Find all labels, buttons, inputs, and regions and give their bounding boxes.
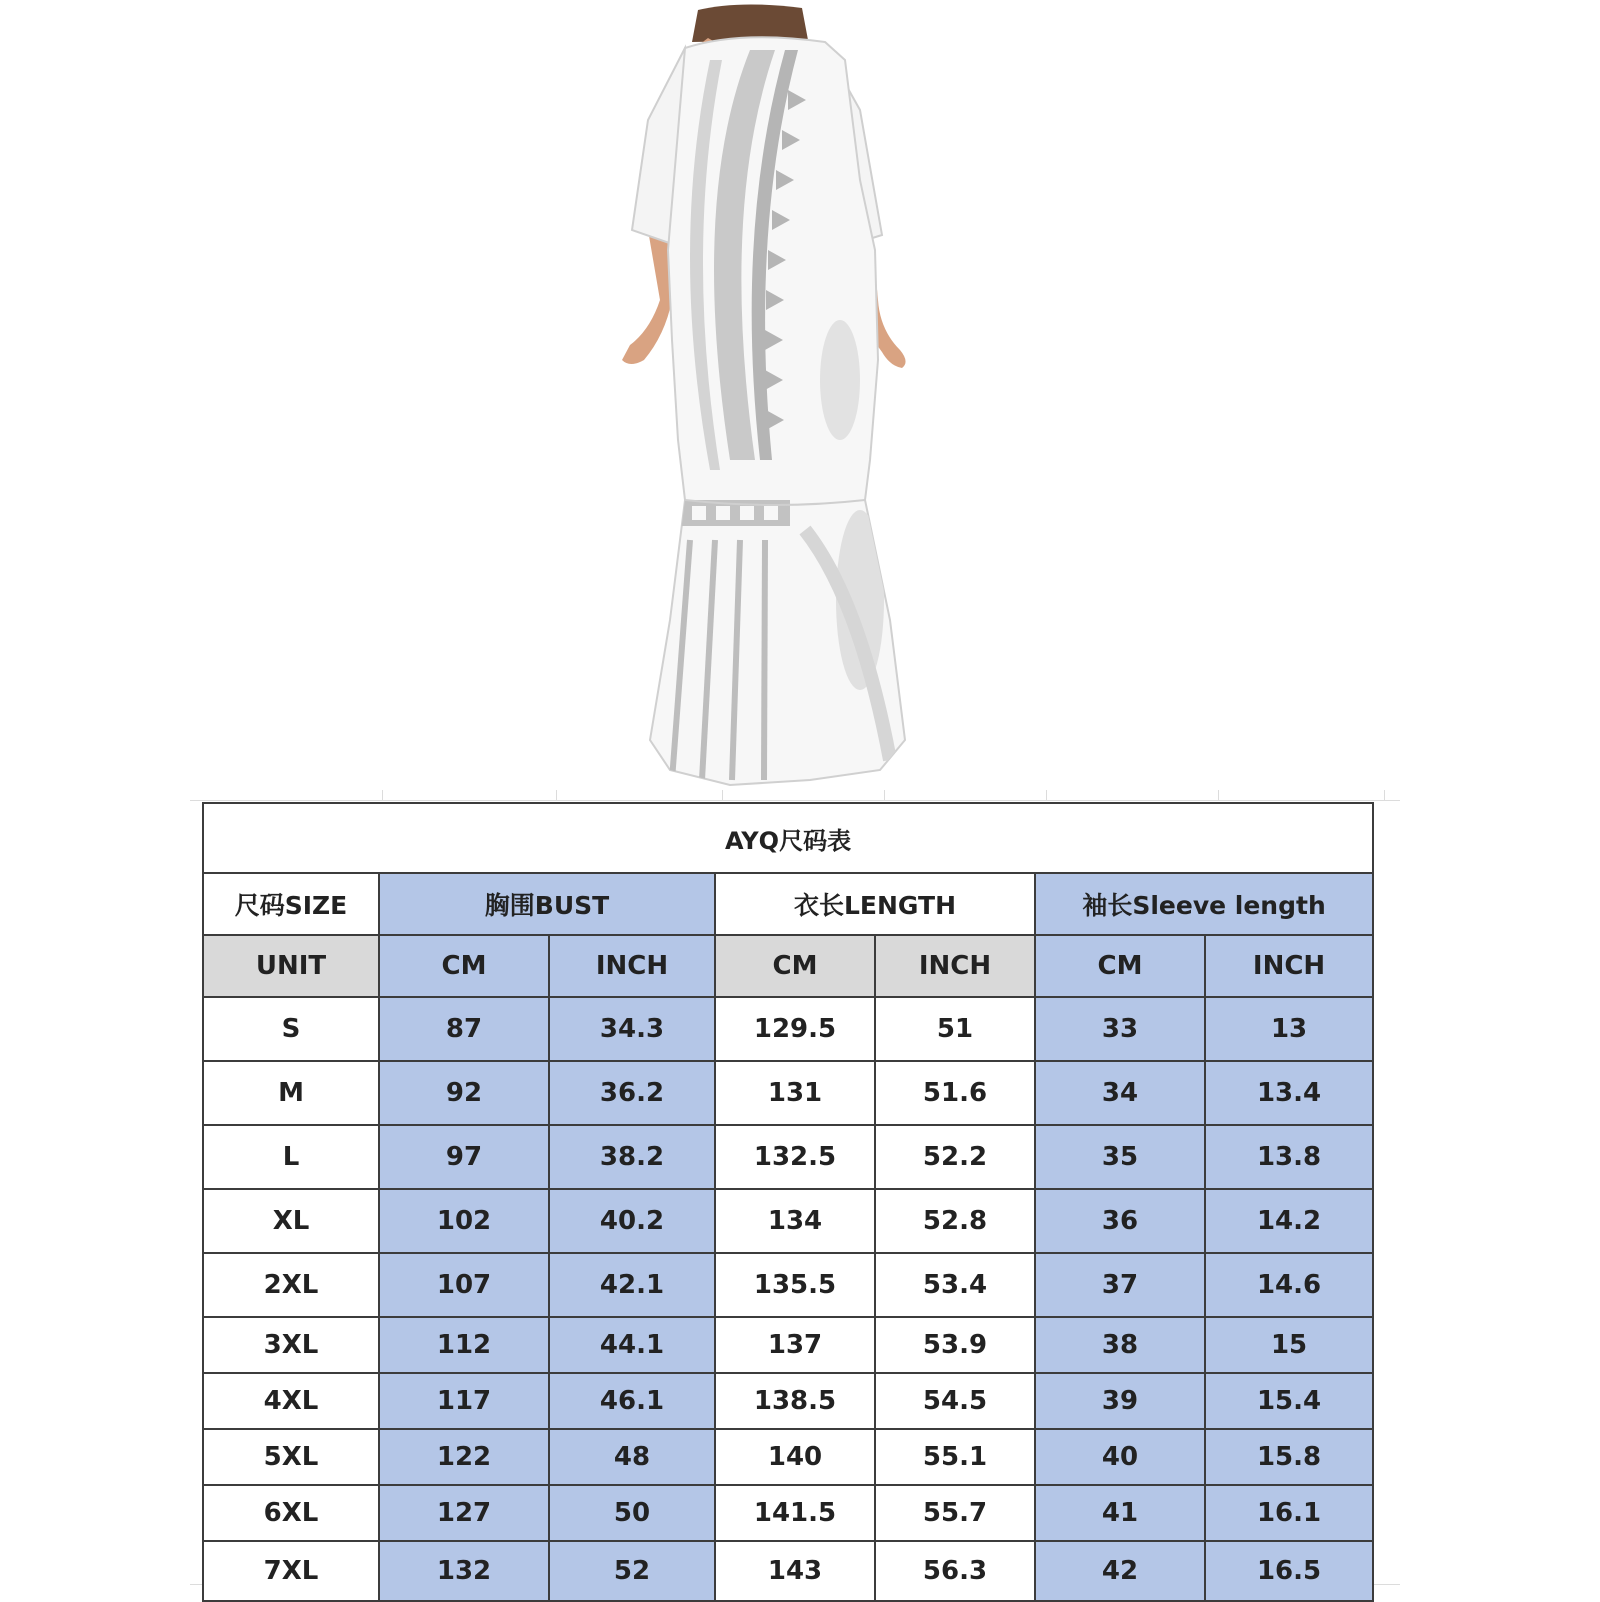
cell-length-cm: 132.5 [715, 1125, 875, 1189]
cell-length-inch: 52.2 [875, 1125, 1035, 1189]
unit-bust-inch: INCH [549, 935, 715, 997]
cell-sleeve-inch: 13 [1205, 997, 1373, 1061]
cell-bust-cm: 132 [379, 1541, 549, 1601]
cell-bust-cm: 87 [379, 997, 549, 1061]
cell-size: S [203, 997, 379, 1061]
cell-bust-cm: 122 [379, 1429, 549, 1485]
cell-length-cm: 143 [715, 1541, 875, 1601]
cell-sleeve-cm: 36 [1035, 1189, 1205, 1253]
cell-length-cm: 134 [715, 1189, 875, 1253]
cell-bust-cm: 107 [379, 1253, 549, 1317]
header-row [203, 873, 1373, 935]
cell-length-cm: 129.5 [715, 997, 875, 1061]
cell-bust-cm: 102 [379, 1189, 549, 1253]
cell-size: 6XL [203, 1485, 379, 1541]
table-title: AYQ尺码表 [203, 803, 1373, 873]
cell-bust-cm: 112 [379, 1317, 549, 1373]
cell-size: 2XL [203, 1253, 379, 1317]
cell-bust-inch: 40.2 [549, 1189, 715, 1253]
size-chart-table [202, 802, 1374, 1602]
cell-bust-inch: 36.2 [549, 1061, 715, 1125]
unit-bust-cm: CM [379, 935, 549, 997]
cell-bust-cm: 97 [379, 1125, 549, 1189]
cell-sleeve-cm: 39 [1035, 1373, 1205, 1429]
table-row [203, 1373, 1373, 1429]
cell-sleeve-cm: 42 [1035, 1541, 1205, 1601]
cell-size: XL [203, 1189, 379, 1253]
cell-length-cm: 138.5 [715, 1373, 875, 1429]
cell-size: L [203, 1125, 379, 1189]
cell-sleeve-cm: 37 [1035, 1253, 1205, 1317]
table-row [203, 1061, 1373, 1125]
cell-size: M [203, 1061, 379, 1125]
table-row [203, 1125, 1373, 1189]
cell-sleeve-cm: 35 [1035, 1125, 1205, 1189]
unit-sleeve-inch: INCH [1205, 935, 1373, 997]
header-size: 尺码SIZE [203, 873, 379, 935]
cell-sleeve-inch: 14.2 [1205, 1189, 1373, 1253]
table-row [203, 1253, 1373, 1317]
cell-length-inch: 56.3 [875, 1541, 1035, 1601]
title-row [203, 803, 1373, 873]
table-row [203, 1429, 1373, 1485]
header-length: 衣长LENGTH [715, 873, 1035, 935]
cell-sleeve-inch: 15.4 [1205, 1373, 1373, 1429]
cell-size: 7XL [203, 1541, 379, 1601]
cell-length-cm: 140 [715, 1429, 875, 1485]
cell-length-inch: 53.9 [875, 1317, 1035, 1373]
cell-length-cm: 131 [715, 1061, 875, 1125]
table-row [203, 997, 1373, 1061]
table-row [203, 1189, 1373, 1253]
cell-length-cm: 137 [715, 1317, 875, 1373]
unit-row [203, 935, 1373, 997]
cell-bust-inch: 52 [549, 1541, 715, 1601]
cell-length-cm: 135.5 [715, 1253, 875, 1317]
product-photo [560, 0, 920, 800]
unit-length-cm: CM [715, 935, 875, 997]
cell-sleeve-inch: 13.8 [1205, 1125, 1373, 1189]
cell-sleeve-cm: 34 [1035, 1061, 1205, 1125]
table-row [203, 1485, 1373, 1541]
cell-sleeve-inch: 16.5 [1205, 1541, 1373, 1601]
cell-sleeve-cm: 41 [1035, 1485, 1205, 1541]
cell-bust-inch: 44.1 [549, 1317, 715, 1373]
header-bust: 胸围BUST [379, 873, 715, 935]
cell-length-cm: 141.5 [715, 1485, 875, 1541]
cell-sleeve-inch: 16.1 [1205, 1485, 1373, 1541]
cell-size: 3XL [203, 1317, 379, 1373]
cell-length-inch: 51.6 [875, 1061, 1035, 1125]
cell-sleeve-cm: 33 [1035, 997, 1205, 1061]
cell-bust-cm: 92 [379, 1061, 549, 1125]
header-sleeve: 袖长Sleeve length [1035, 873, 1373, 935]
table-row [203, 1541, 1373, 1601]
cell-length-inch: 51 [875, 997, 1035, 1061]
cell-bust-inch: 42.1 [549, 1253, 715, 1317]
cell-bust-cm: 127 [379, 1485, 549, 1541]
cell-sleeve-cm: 40 [1035, 1429, 1205, 1485]
cell-length-inch: 52.8 [875, 1189, 1035, 1253]
cell-sleeve-cm: 38 [1035, 1317, 1205, 1373]
cell-length-inch: 54.5 [875, 1373, 1035, 1429]
white-polynesian-mermaid-dress-icon [560, 0, 920, 800]
cell-size: 4XL [203, 1373, 379, 1429]
cell-bust-inch: 46.1 [549, 1373, 715, 1429]
table-row [203, 1317, 1373, 1373]
cell-bust-inch: 38.2 [549, 1125, 715, 1189]
cell-sleeve-inch: 14.6 [1205, 1253, 1373, 1317]
cell-sleeve-inch: 15 [1205, 1317, 1373, 1373]
unit-label: UNIT [203, 935, 379, 997]
cell-bust-inch: 34.3 [549, 997, 715, 1061]
cell-sleeve-inch: 15.8 [1205, 1429, 1373, 1485]
cell-size: 5XL [203, 1429, 379, 1485]
cell-bust-inch: 50 [549, 1485, 715, 1541]
cell-length-inch: 55.7 [875, 1485, 1035, 1541]
cell-bust-inch: 48 [549, 1429, 715, 1485]
cell-sleeve-inch: 13.4 [1205, 1061, 1373, 1125]
cell-bust-cm: 117 [379, 1373, 549, 1429]
unit-sleeve-cm: CM [1035, 935, 1205, 997]
unit-length-inch: INCH [875, 935, 1035, 997]
cell-length-inch: 55.1 [875, 1429, 1035, 1485]
cell-length-inch: 53.4 [875, 1253, 1035, 1317]
